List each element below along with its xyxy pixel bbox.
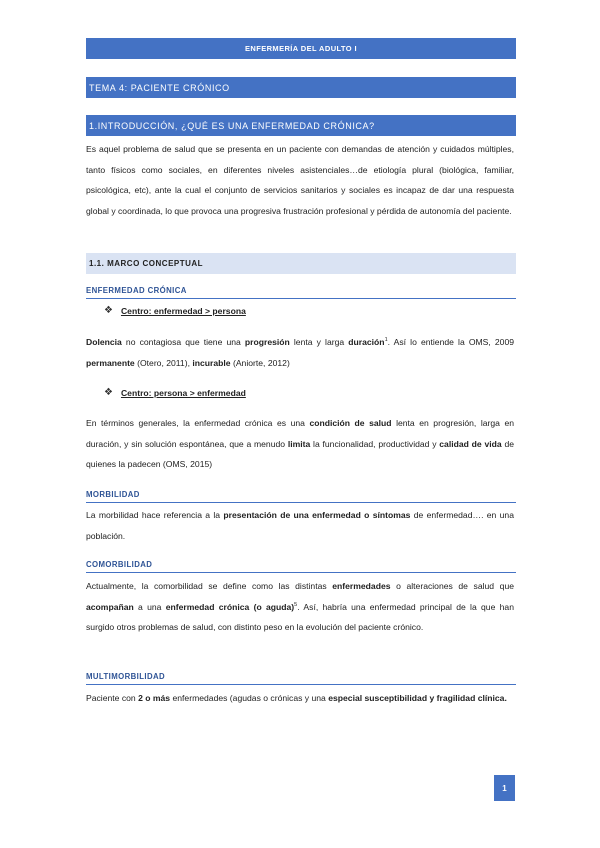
bold-term: Dolencia	[86, 337, 122, 347]
text-span: (Aniorte, 2012)	[230, 357, 290, 368]
text-span: no contagiosa que tiene una	[121, 337, 245, 347]
bold-term: enfermedades	[332, 581, 391, 591]
condicion-salud-paragraph	[86, 413, 514, 475]
bold-term: limita	[287, 438, 311, 449]
multimorbilidad-heading: MULTIMORBILIDAD	[86, 672, 516, 685]
bold-term: presentación de una enfermedad o síntomas	[223, 510, 411, 520]
morbilidad-heading: MORBILIDAD	[86, 490, 516, 503]
subsection-bar	[86, 253, 516, 274]
dolencia-paragraph	[86, 332, 514, 373]
text-span: o alteraciones de salud que	[390, 581, 515, 591]
page-number: 1	[502, 783, 507, 793]
text-span: a una	[133, 601, 166, 612]
bullet-text: Centro: persona > enfermedad	[120, 387, 246, 398]
text-span: lenta en progresión, larga en duración, y sin solución espontánea, que a menudo	[86, 418, 515, 449]
bullet-enfermedad-persona	[104, 305, 246, 316]
bold-term: 2 o más	[138, 693, 171, 703]
multimorbilidad-paragraph	[86, 688, 514, 709]
bold-term: calidad de vida	[439, 438, 502, 449]
enfermedad-cronica-heading: ENFERMEDAD CRÓNICA	[86, 286, 516, 299]
text-span: de enfermedad…. en una población.	[86, 510, 514, 541]
text-span: de quienes la padecen (OMS, 2015)	[86, 438, 515, 469]
bold-term: acompañan	[86, 601, 134, 612]
text-span: la funcionalidad, productividad y	[310, 438, 440, 449]
bold-term: permanente	[86, 357, 135, 368]
document-header	[86, 38, 516, 59]
diamond-bullet-icon: ❖	[104, 305, 113, 316]
bold-term: duración	[348, 337, 385, 347]
section-1-title-bar	[86, 115, 516, 136]
section-1-title: 1.INTRODUCCIÓN, ¿QUÉ ES UNA ENFERMEDAD CRÓNICA?	[89, 120, 375, 131]
comorbilidad-paragraph	[86, 576, 514, 638]
text-span: (Otero, 2011),	[134, 357, 193, 368]
footnote-ref: 5	[294, 601, 298, 608]
tema-title-bar	[86, 77, 516, 98]
text-span: La morbilidad hace referencia a la	[86, 510, 224, 520]
page-number-badge	[494, 775, 515, 801]
text-span: enfermedades (agudas o crónicas y una	[170, 693, 329, 703]
bullet-persona-enfermedad	[104, 387, 246, 398]
bold-term: especial susceptibilidad y fragilidad clínica.	[328, 693, 507, 703]
text-span: . Así, habría una enfermedad principal de la que han surgido otros problemas de salud, con distinto peso en la evolución del paciente crónico.	[86, 601, 514, 632]
text-span: En términos generales, la enfermedad crónica es una	[86, 418, 310, 428]
bold-term: incurable	[192, 357, 231, 368]
header-title: ENFERMERÍA DEL ADULTO I	[245, 44, 357, 53]
morbilidad-paragraph	[86, 505, 514, 546]
bold-term: progresión	[244, 337, 290, 347]
section-1-paragraph: Es aquel problema de salud que se presenta en un paciente con demandas de atención y cuidados múltiples, tanto físicos como sociales, en diferentes niveles asistenciales…de etiología plural (biológica, familiar, psicológica, etc), ante la cual el conjunto de servicios sanitarios y sociales es incapaz de dar una respuesta global y coordinada, lo que provoca una progresiva frustración profesional y pérdida de autonomía del paciente.	[86, 144, 514, 216]
footnote-ref: 1	[384, 337, 388, 344]
bullet-text: Centro: enfermedad > persona	[120, 305, 246, 316]
bold-term: enfermedad crónica (o aguda)	[165, 601, 295, 612]
comorbilidad-heading: COMORBILIDAD	[86, 560, 516, 573]
subsection-title: 1.1. MARCO CONCEPTUAL	[89, 259, 204, 268]
text-span: lenta y larga	[289, 337, 349, 347]
text-span: Paciente con	[86, 693, 139, 703]
tema-title: TEMA 4: PACIENTE CRÓNICO	[89, 82, 230, 93]
text-span: Actualmente, la comorbilidad se define como las distintas	[86, 581, 333, 591]
bold-term: condición de salud	[309, 418, 392, 428]
text-span: . Así lo entiende la OMS, 2009	[387, 337, 515, 347]
diamond-bullet-icon: ❖	[104, 387, 113, 398]
